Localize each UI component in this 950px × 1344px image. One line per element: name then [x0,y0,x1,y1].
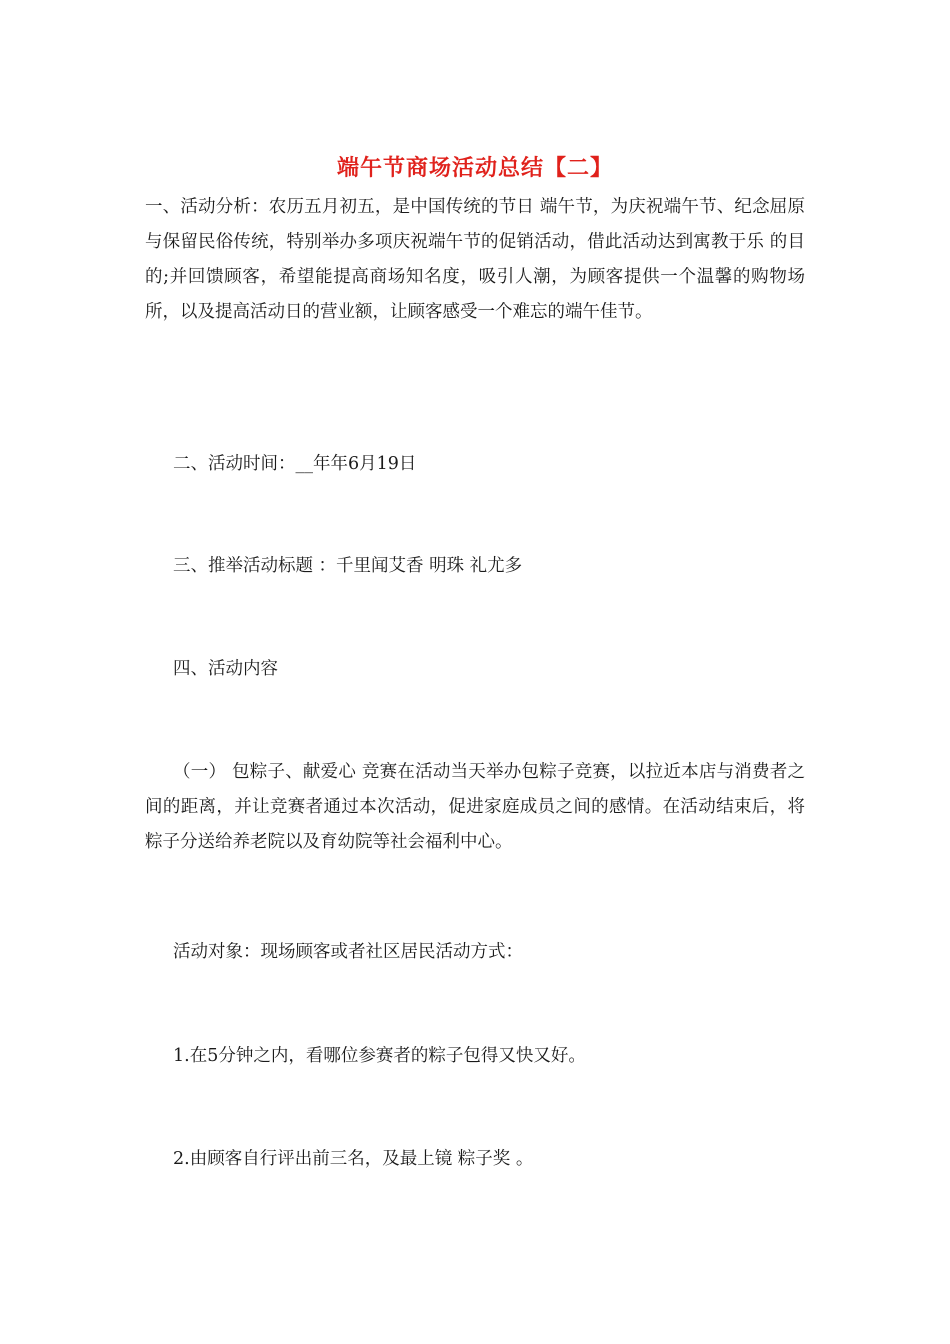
paragraph-zongzi-competition: （一） 包粽子、献爱心 竞赛在活动当天举办包粽子竞赛，以拉近本店与消费者之间的距离，并让竞赛者通过本次活动，促进家庭成员之间的感情。在活动结束后，将粽子分送给养老院以及育幼院等社会福利中心。 [145,762,805,852]
paragraph-activity-target: 活动对象：现场顾客或者社区居民活动方式： [173,942,523,962]
paragraph-activity-title: 三、推举活动标题 ：千里闻艾香 明珠 礼尤多 [173,556,523,576]
paragraph-activity-analysis: 一、活动分析：农历五月初五，是中国传统的节日 端午节，为庆祝端午节、纪念屈原与保留民俗传统，特别举办多项庆祝端午节的促销活动，借此活动达到寓教于乐 的目的;并回馈顾客，希望能提高商场知名度，吸引人潮，为顾客提供一个温馨的购物场所，以及提高活动日的营业额，让顾客感受一个难忘的端午佳节。 [145,197,805,322]
paragraph-activity-content-heading: 四、活动内容 [173,659,278,679]
paragraph-rule-2: 2.由顾客自行评出前三名，及最上镜 粽子奖 。 [173,1149,534,1169]
paragraph-rule-1: 1.在5分钟之内，看哪位参赛者的粽子包得又快又好。 [173,1046,586,1066]
document-title: 端午节商场活动总结【二】 [336,155,613,181]
paragraph-activity-time: 二、活动时间：__年年6月19日 [173,454,417,474]
